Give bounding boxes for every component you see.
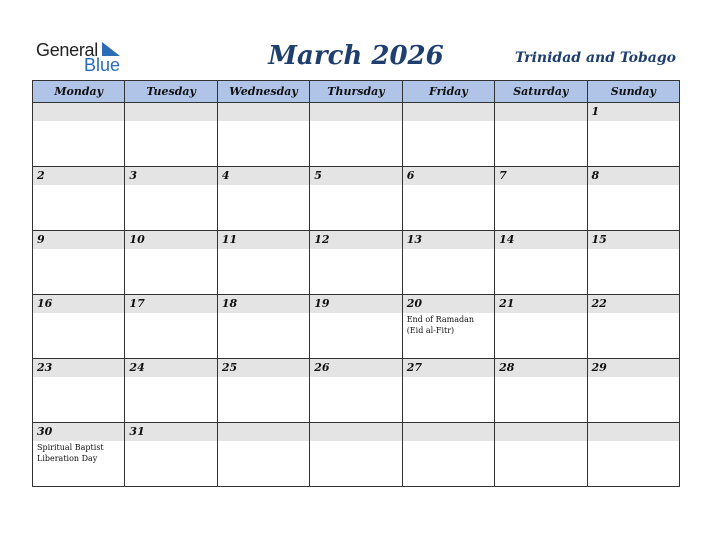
day-number: 12 [314,233,330,246]
day-number-band [125,167,216,185]
day-number: 6 [406,169,415,182]
day-number: 25 [221,361,238,374]
day-number-band [33,231,124,249]
day-number: 17 [129,297,145,310]
day-cell [217,295,309,359]
day-number: 14 [499,233,515,246]
day-cell [310,167,402,231]
day-cell [33,231,125,295]
day-number: 20 [406,297,422,310]
week-row [33,423,680,487]
day-number-band [403,423,494,441]
holiday-label: End of Ramadan (Eid al-Fitr) [406,315,475,335]
day-cell [402,231,494,295]
day-number-band [495,167,586,185]
day-number: 1 [591,105,600,118]
day-number-band [218,423,309,441]
day-cell [587,359,679,423]
day-number-band [310,167,401,185]
day-cell [587,295,679,359]
day-number-band [495,423,586,441]
day-cell [33,359,125,423]
day-number-band [33,103,124,121]
day-number: 22 [591,297,607,310]
day-cell [33,167,125,231]
day-cell [310,295,402,359]
week-row [33,167,680,231]
weekday-header: Friday [402,81,494,103]
day-number: 28 [499,361,515,374]
day-cell [217,231,309,295]
weekday-header: Tuesday [125,81,217,103]
day-cell [33,103,125,167]
calendar-title: March 2026 [268,41,444,71]
day-number: 31 [129,425,145,438]
day-cell [33,295,125,359]
day-number: 2 [37,169,45,182]
week-row [33,231,680,295]
day-number-band [218,103,309,121]
day-number: 27 [406,361,422,374]
holiday-label: Spiritual Baptist Liberation Day [37,443,104,463]
day-number: 13 [406,233,422,246]
day-cell [587,167,679,231]
day-number: 3 [129,169,138,182]
day-number-band [588,423,679,441]
day-number: 7 [499,169,507,182]
weekday-header-row [33,81,680,103]
day-number: 30 [37,425,53,438]
day-number: 8 [591,169,600,182]
day-cell [217,103,309,167]
day-number-band [495,103,586,121]
weekday-header: Wednesday [217,81,309,103]
day-cell [125,423,217,487]
day-cell [310,103,402,167]
day-cell [495,167,587,231]
day-number-band [218,167,309,185]
day-number-band [588,103,679,121]
day-cell [495,359,587,423]
day-cell [587,103,679,167]
week-row [33,359,680,423]
day-number-band [403,167,494,185]
day-number-band [125,103,216,121]
country-label: Trinidad and Tobago [514,50,676,66]
day-cell [125,103,217,167]
day-cell [217,359,309,423]
calendar-grid [32,80,680,487]
day-cell [402,359,494,423]
weekday-header: Thursday [310,81,402,103]
day-cell [125,167,217,231]
day-cell [125,359,217,423]
day-number: 10 [129,233,145,246]
day-cell [310,423,402,487]
day-number: 15 [591,233,607,246]
logo-text-blue: Blue [84,55,121,75]
weekday-header: Saturday [495,81,587,103]
day-cell [495,295,587,359]
day-number: 24 [129,361,145,374]
day-number: 29 [591,361,607,374]
day-cell [310,359,402,423]
week-row [33,103,680,167]
day-number-band [403,103,494,121]
day-number: 19 [314,297,330,310]
day-cell [125,295,217,359]
day-cell [402,295,494,359]
day-number: 16 [37,297,53,310]
day-number: 18 [221,297,238,310]
day-cell [125,231,217,295]
day-number: 9 [37,233,45,246]
weekday-header: Sunday [587,81,679,103]
day-cell [33,423,125,487]
day-number-band [588,167,679,185]
day-cell [310,231,402,295]
day-number-band [310,103,401,121]
weekday-header: Monday [33,81,125,103]
day-number: 23 [37,361,53,374]
logo-text-general: General [36,40,98,60]
day-number-band [310,423,401,441]
day-cell [217,167,309,231]
day-cell [587,231,679,295]
day-number: 5 [314,169,322,182]
day-cell [495,231,587,295]
day-cell [495,103,587,167]
day-number: 26 [314,361,330,374]
day-cell [495,423,587,487]
day-number: 4 [221,169,230,182]
day-number: 11 [221,233,238,246]
day-cell [402,167,494,231]
day-number-band [33,167,124,185]
day-cell [587,423,679,487]
week-row [33,295,680,359]
day-cell [402,423,494,487]
day-cell [402,103,494,167]
day-number: 21 [499,297,515,310]
day-cell [217,423,309,487]
